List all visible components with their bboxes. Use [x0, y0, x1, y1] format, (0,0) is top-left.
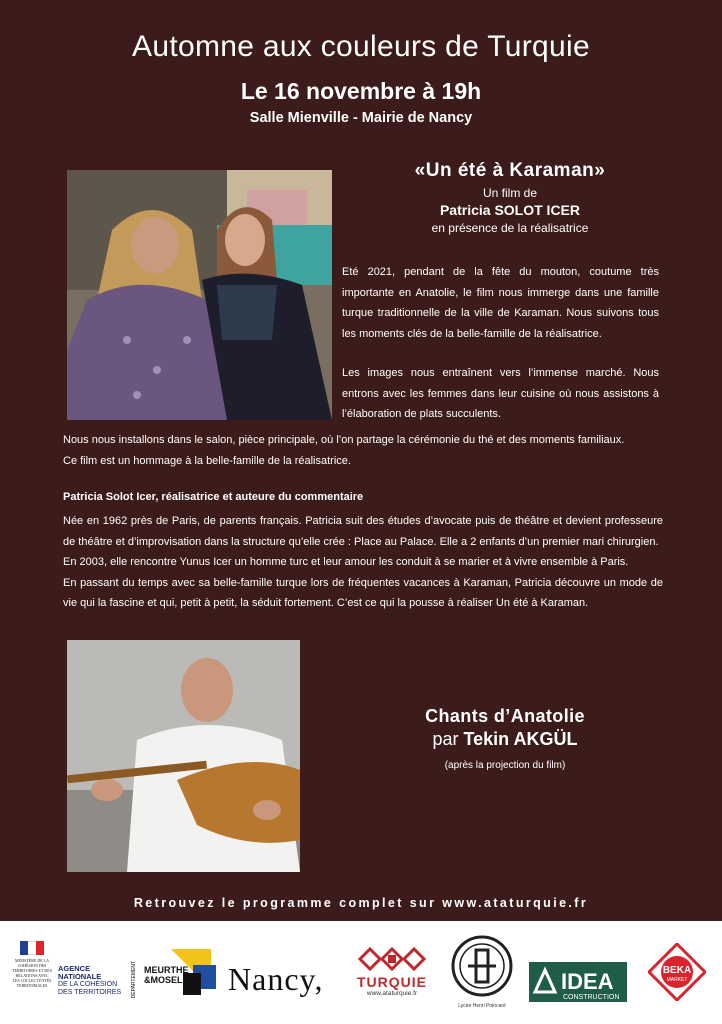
french-flag-icon: [20, 941, 44, 955]
ataturquie-logo: [350, 945, 434, 1009]
concert-by-prefix: par: [432, 729, 459, 749]
ataturquie-word: TURQUIE: [357, 974, 427, 990]
idea-word: IDEA: [561, 969, 614, 994]
agence-line-1: AGENCE: [58, 964, 91, 973]
film-synopsis-market: Les images nous entraînent vers l’immense marché. Nous entrons avec les femmes dans leur cuisine où nous assistons à l’élaboration de plats succulents.: [342, 367, 659, 420]
departement-label: DÉPARTEMENT: [131, 961, 137, 999]
meurthe-line-2: &MOSELLE: [144, 975, 195, 985]
lycee-name: Lycée Henri Poincaré: [458, 1003, 506, 1009]
event-venue: Salle Mienville - Mairie de Nancy: [249, 110, 473, 126]
idea-construction-logo: [529, 962, 627, 1002]
film-synopsis-intro: Eté 2021, pendant de la fête du mouton, coutume très importante en Anatolie, le film nous immerge dans une famille turque traditionnelle de la ville de Karaman. Nous suivons tous les moments clés de la belle-famille de la réalisatrice.: [342, 266, 659, 340]
concert-info: [330, 706, 680, 771]
nancy-logo: Nancy,: [228, 961, 324, 997]
film-photo: [67, 170, 332, 420]
concert-note: (après la projection du film): [444, 760, 566, 771]
poster-title: Automne aux couleurs de Turquie: [132, 30, 590, 63]
musician-photo: [67, 640, 300, 872]
concert-title: Chants d’Anatolie: [425, 706, 585, 726]
bio-heading: Patricia Solot Icer, réalisatrice et auteure du commentaire: [63, 491, 364, 503]
concert-performer-line: [330, 729, 680, 750]
film-synopsis-salon: [63, 430, 663, 471]
film-presence: en présence de la réalisatrice: [431, 221, 589, 235]
ministere-text: MINISTÈRE DE LA COHÉSION DES TERRITOIRES ET DES RELATIONS AVEC LES COLLECTIVITÉS TERRITORIALES: [12, 958, 52, 988]
idea-sub: CONSTRUCTION: [563, 994, 620, 1001]
meurthe-line-1: MEURTHE: [144, 965, 189, 975]
agence-line-3: DE LA COHÉSION: [58, 981, 118, 988]
bio-text-2: En 2003, elle rencontre Yunus Icer un homme turc et leur amour les conduit à se marier et à vivre ensemble à Paris.: [63, 556, 629, 568]
lycee-seal-icon: [450, 934, 514, 998]
bio-text-3: En passant du temps avec sa belle-famille turque lors de fréquentes vacances à Karaman, Patricia découvre un mode de vie qui la fascine et qui, petit à petit, la séduit fortement. C’est ce qui la pousse à réaliser Un été à Karaman.: [63, 576, 663, 609]
ataturquie-url: www.ataturquie.fr: [366, 990, 418, 997]
film-by-label: Un film de: [482, 186, 538, 200]
film-director: Patricia SOLOT ICER: [439, 202, 581, 218]
sponsor-footer: [0, 921, 722, 1024]
kilim-pattern-icon: [350, 945, 434, 973]
meurthe-moselle-logo: [131, 943, 216, 1001]
agence-cohesion-logo: [58, 965, 126, 997]
beka-sub: MARKET: [666, 977, 688, 983]
event-date: Le 16 novembre à 19h: [240, 78, 482, 104]
bio-text-1: Née en 1962 près de Paris, de parents français. Patricia suit des études d’avocate puis de théâtre et devient professeure de théâtre et d’improvisation dans la structure qu’elle crée : Place au Palace. Elle a 2 enfants d’un premier mari chirurgien.: [63, 515, 663, 548]
agence-line-4: DES TERRITOIRES: [58, 989, 122, 996]
meurthe-text: [144, 965, 194, 985]
salon-line-2: Ce film est un hommage à la belle-famille de la réalisatrice.: [63, 454, 351, 467]
film-info: [340, 160, 680, 235]
lycee-poincare-logo: [446, 934, 518, 1014]
program-link-text: Retrouvez le programme complet sur www.ataturquie.fr: [133, 896, 589, 910]
beka-word: BEKA: [662, 965, 692, 976]
republique-francaise-logo: [12, 941, 52, 1007]
beka-market-logo: [648, 943, 706, 1001]
salon-line-1: Nous nous installons dans le salon, pièce principale, où l’on partage la cérémonie du thé et des moments familiaux.: [63, 434, 625, 446]
film-title: «Un été à Karaman»: [414, 160, 606, 181]
bio-text: [63, 511, 663, 614]
concert-performer: Tekin AKGÜL: [463, 729, 578, 749]
agence-line-2: NATIONALE: [58, 972, 102, 981]
